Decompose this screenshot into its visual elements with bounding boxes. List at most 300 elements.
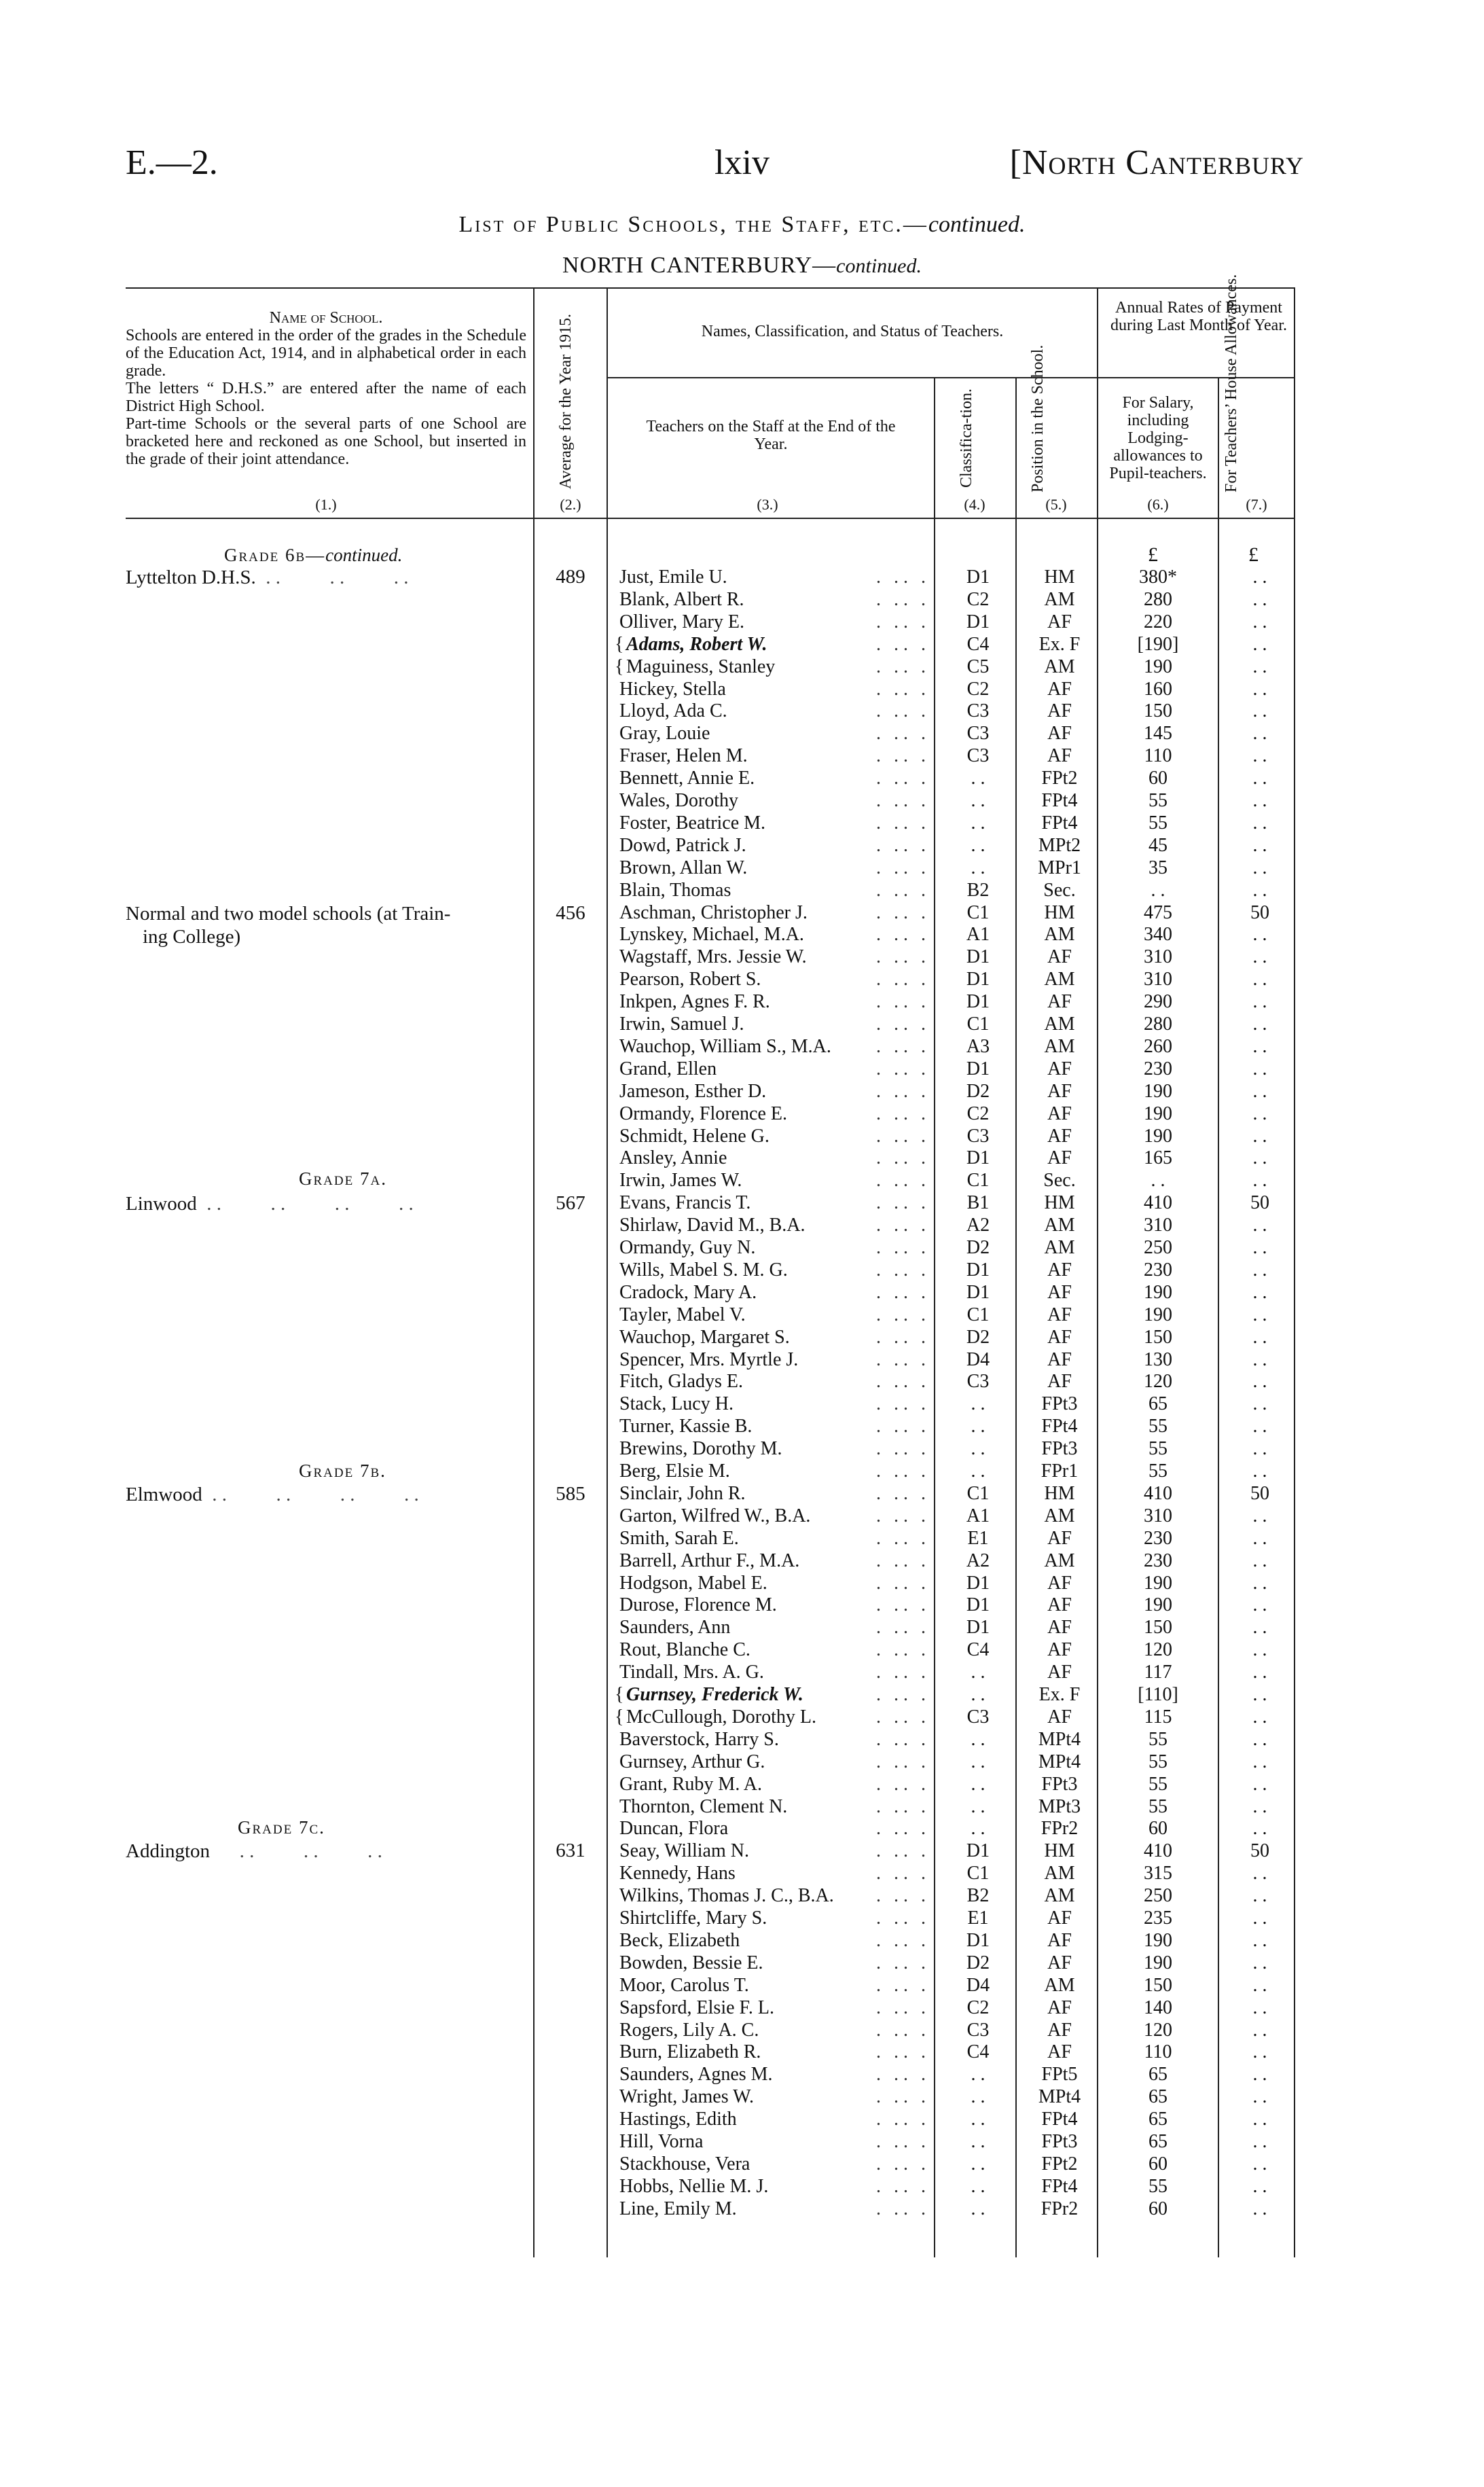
leader-dots: . .	[876, 1147, 903, 1168]
teacher-name: Wills, Mabel S. M. G.	[619, 1259, 788, 1281]
leader-dots: . .	[876, 1058, 903, 1079]
leader-dots: . .	[903, 1885, 930, 1906]
leader-dots: . .	[903, 2131, 930, 2152]
position: AF	[1047, 1103, 1072, 1124]
school-linwood: Linwood . . . . . . . .	[126, 1193, 414, 1215]
teacher-name: Hodgson, Mabel E.	[619, 1573, 767, 1594]
leader-dots: . .	[876, 1170, 903, 1191]
leader-dots: . .	[903, 589, 930, 610]
classification: D2	[966, 1237, 990, 1258]
position: FPt4	[1041, 790, 1078, 811]
salary: 150	[1144, 700, 1172, 721]
salary: 315	[1144, 1863, 1172, 1884]
salary: 65	[1148, 2086, 1168, 2107]
house-allowance: . .	[1252, 1729, 1267, 1750]
salary: 55	[1148, 1438, 1168, 1459]
house-allowance: . .	[1252, 1058, 1267, 1079]
header-mid-rule-col3	[608, 377, 1097, 378]
currency-salary: £	[1148, 543, 1158, 566]
leader-dots: . .	[903, 1416, 930, 1437]
position: AM	[1044, 1863, 1075, 1884]
leader-dots: . .	[876, 1706, 903, 1728]
table-row	[0, 1751, 1484, 1773]
house-allowance: . .	[1252, 1170, 1267, 1191]
teacher-name: Olliver, Mary E.	[619, 611, 744, 632]
leader-dots: . .	[903, 768, 930, 789]
house-allowance: . .	[1252, 2109, 1267, 2130]
leader-dots: . .	[876, 2109, 903, 2130]
leader-dots: . .	[903, 1192, 930, 1213]
leader-dots: . .	[876, 1282, 903, 1303]
leader-dots: . .	[903, 1282, 930, 1303]
leader-dots: . .	[876, 1662, 903, 1683]
classification: C5	[966, 656, 990, 677]
position: FPt4	[1041, 2176, 1078, 2197]
salary: 65	[1148, 2131, 1168, 2152]
teacher-name: Gray, Louie	[619, 723, 710, 744]
salary: 340	[1144, 924, 1172, 945]
leader-dots: . .	[903, 1058, 930, 1079]
table-row	[0, 1370, 1484, 1393]
house-allowance: . .	[1252, 723, 1267, 744]
table-row	[0, 1259, 1484, 1281]
leader-dots: . .	[876, 1036, 903, 1057]
position: AF	[1047, 2041, 1072, 2062]
salary: 250	[1144, 1885, 1172, 1906]
position: AF	[1047, 2020, 1072, 2041]
leader-dots: . .	[876, 1505, 903, 1526]
leader-dots: . .	[903, 1259, 930, 1281]
position: FPt3	[1041, 1393, 1078, 1414]
leader-dots: . .	[876, 1818, 903, 1839]
teacher-name: Irwin, Samuel J.	[619, 1014, 744, 1035]
salary: 55	[1148, 1751, 1168, 1772]
position: FPt2	[1041, 768, 1078, 789]
leader-dots: . .	[876, 1393, 903, 1414]
position: Sec.	[1043, 880, 1076, 901]
leader-dots: . .	[876, 1327, 903, 1348]
position: MPr1	[1038, 857, 1081, 878]
table-row	[0, 611, 1484, 633]
house-allowance: . .	[1252, 1282, 1267, 1303]
leader-dots: . .	[876, 611, 903, 632]
house-allowance: . .	[1252, 1930, 1267, 1951]
leader-dots: . .	[903, 1908, 930, 1929]
salary: 230	[1144, 1528, 1172, 1549]
leader-dots: . .	[876, 2198, 903, 2219]
leader-dots: . .	[903, 1371, 930, 1392]
classification: . .	[971, 1684, 985, 1705]
col4-number: (4.)	[964, 496, 985, 513]
salary: 310	[1144, 946, 1172, 967]
teacher-name: Aschman, Christopher J.	[619, 902, 808, 923]
table-row	[0, 968, 1484, 990]
table-row	[0, 722, 1484, 745]
position: FPt2	[1041, 2153, 1078, 2175]
house-allowance: . .	[1252, 969, 1267, 990]
leader-dots: . .	[903, 1840, 930, 1861]
salary: 150	[1144, 1327, 1172, 1348]
bracket-mark: {	[615, 656, 624, 677]
classification: . .	[971, 790, 985, 811]
table-row	[0, 1616, 1484, 1639]
salary: 150	[1144, 1617, 1172, 1638]
leader-dots: . .	[903, 1103, 930, 1124]
leader-dots: . .	[876, 835, 903, 856]
table-row	[0, 1192, 1484, 1214]
teacher-name: Jameson, Esther D.	[619, 1081, 767, 1102]
teacher-name: Grand, Ellen	[619, 1058, 717, 1079]
table-row	[0, 1639, 1484, 1661]
school-addington: Addington . . . . . .	[126, 1840, 382, 1862]
classification: C1	[966, 1863, 990, 1884]
position: AF	[1047, 1349, 1072, 1370]
salary: 280	[1144, 589, 1172, 610]
teacher-name: Maguiness, Stanley	[626, 656, 776, 677]
leader-dots: . .	[876, 2176, 903, 2197]
position: AF	[1047, 1147, 1072, 1168]
classification: A2	[966, 1550, 990, 1571]
house-allowance: . .	[1252, 567, 1267, 588]
leader-dots: . .	[903, 1662, 930, 1683]
teacher-name: Hickey, Stella	[619, 679, 726, 700]
classification: . .	[971, 1393, 985, 1414]
table-row	[0, 946, 1484, 968]
leader-dots: . .	[903, 2041, 930, 2062]
teacher-name: Spencer, Mrs. Myrtle J.	[619, 1349, 799, 1370]
salary: 230	[1144, 1550, 1172, 1571]
position: AF	[1047, 1952, 1072, 1973]
house-allowance: . .	[1252, 700, 1267, 721]
position: AM	[1044, 1237, 1075, 1258]
table-row	[0, 700, 1484, 722]
leader-dots: . .	[876, 1416, 903, 1437]
salary: 190	[1144, 1103, 1172, 1124]
leader-dots: . .	[876, 1438, 903, 1459]
teacher-name: Blain, Thomas	[619, 880, 731, 901]
col6-header: For Salary, including Lodging-allowances to Pupil-teachers.	[1109, 394, 1207, 482]
teacher-name: Ansley, Annie	[619, 1147, 727, 1168]
leader-dots: . .	[876, 1617, 903, 1638]
house-allowance: 50	[1250, 1192, 1269, 1213]
position: AF	[1047, 1081, 1072, 1102]
table-row	[0, 1326, 1484, 1348]
classification: D1	[966, 1573, 990, 1594]
leader-dots: . .	[903, 902, 930, 923]
table-row	[0, 923, 1484, 946]
leader-dots: . .	[876, 880, 903, 901]
salary: 110	[1144, 2041, 1172, 2062]
average-elmwood: 585	[556, 1483, 585, 1505]
table-row	[0, 1594, 1484, 1616]
salary: 65	[1148, 1393, 1168, 1414]
leader-dots: . .	[876, 790, 903, 811]
house-allowance: . .	[1252, 1863, 1267, 1884]
table-row	[0, 1103, 1484, 1125]
teacher-name: Stack, Lucy H.	[619, 1393, 734, 1414]
leader-dots: . .	[903, 1528, 930, 1549]
teacher-name: Tayler, Mabel V.	[619, 1304, 746, 1325]
table-row	[0, 2019, 1484, 2041]
col1-header: Name of School. Schools are entered in the order of the grades in the Schedule of the Education Act, 1914, and in alphabetical order in each grade. The letters “ D.H.S.” are entered after the name of each District High School. Part-time Schools or the several parts of one School are bracketed here and reckoned as one School, but inserted in the grade of their joint attendance.	[126, 309, 526, 468]
house-allowance: . .	[1252, 1438, 1267, 1459]
house-allowance: . .	[1252, 1416, 1267, 1437]
leader-dots: . .	[903, 700, 930, 721]
leader-dots: . .	[876, 812, 903, 834]
house-allowance: . .	[1252, 812, 1267, 834]
classification: . .	[971, 2109, 985, 2130]
leader-dots: . .	[876, 1885, 903, 1906]
teacher-name: Just, Emile U.	[619, 567, 727, 588]
classification: C3	[966, 1371, 990, 1392]
position: AF	[1047, 1327, 1072, 1348]
grade-7b-heading: Grade 7b.	[299, 1461, 386, 1481]
leader-dots: . .	[876, 1550, 903, 1571]
position: AM	[1044, 1014, 1075, 1035]
position: AF	[1047, 1639, 1072, 1660]
position: MPt4	[1038, 1751, 1081, 1772]
classification: C3	[966, 1706, 990, 1728]
house-allowance: . .	[1252, 924, 1267, 945]
house-allowance: . .	[1252, 835, 1267, 856]
leader-dots: . .	[903, 835, 930, 856]
leader-dots: . .	[876, 1751, 903, 1772]
position: AF	[1047, 1282, 1072, 1303]
house-allowance: . .	[1252, 1639, 1267, 1660]
teacher-name: Barrell, Arthur F., M.A.	[619, 1550, 800, 1571]
house-allowance: 50	[1250, 1483, 1269, 1504]
leader-dots: . .	[903, 1349, 930, 1370]
position: AF	[1047, 700, 1072, 721]
house-allowance: . .	[1252, 1550, 1267, 1571]
classification: C3	[966, 745, 990, 766]
leader-dots: . .	[903, 1952, 930, 1973]
salary: 55	[1148, 2176, 1168, 2197]
house-allowance: . .	[1252, 1327, 1267, 1348]
salary: 120	[1144, 1639, 1172, 1660]
classification: A1	[966, 924, 990, 945]
salary: 310	[1144, 1215, 1172, 1236]
leader-dots: . .	[876, 2153, 903, 2175]
position: AM	[1044, 1036, 1075, 1057]
salary: 380*	[1139, 567, 1177, 588]
leader-dots: . .	[903, 1594, 930, 1615]
salary: 55	[1148, 790, 1168, 811]
leader-dots: . .	[903, 679, 930, 700]
classification: D1	[966, 969, 990, 990]
teacher-name: Bennett, Annie E.	[619, 768, 755, 789]
house-allowance: . .	[1252, 1014, 1267, 1035]
salary: . .	[1151, 1170, 1165, 1191]
classification: E1	[967, 1528, 989, 1549]
teacher-name: Fraser, Helen M.	[619, 745, 748, 766]
classification: . .	[971, 2198, 985, 2219]
leader-dots: . .	[903, 2086, 930, 2107]
house-allowance: . .	[1252, 2064, 1267, 2085]
teacher-name: Hobbs, Nellie M. J.	[619, 2176, 769, 2197]
teacher-name: Foster, Beatrice M.	[619, 812, 766, 834]
teacher-name: McCullough, Dorothy L.	[626, 1706, 816, 1728]
leader-dots: . .	[903, 924, 930, 945]
classification: C2	[966, 1103, 990, 1124]
position: FPt3	[1041, 1438, 1078, 1459]
classification: . .	[971, 1416, 985, 1437]
house-allowance: . .	[1252, 1393, 1267, 1414]
house-allowance: . .	[1252, 1215, 1267, 1236]
position: AF	[1047, 1594, 1072, 1615]
table-row	[0, 857, 1484, 879]
table-row	[0, 789, 1484, 812]
position: FPt4	[1041, 1416, 1078, 1437]
leader-dots: . .	[876, 969, 903, 990]
table-row	[0, 812, 1484, 834]
salary: 190	[1144, 1304, 1172, 1325]
leader-dots: . .	[903, 1818, 930, 1839]
position: HM	[1044, 1192, 1075, 1213]
classification: . .	[971, 1818, 985, 1839]
leader-dots: . .	[876, 1371, 903, 1392]
classification: D4	[966, 1975, 990, 1996]
position: AF	[1047, 1371, 1072, 1392]
table-row	[0, 2130, 1484, 2153]
position: HM	[1044, 1840, 1075, 1861]
col3-header: Teachers on the Staff at the End of the Year.	[646, 418, 896, 453]
salary: 60	[1148, 2153, 1168, 2175]
classification: C1	[966, 1170, 990, 1191]
leader-dots: . .	[876, 1774, 903, 1795]
table-row	[0, 2198, 1484, 2220]
classification: . .	[971, 1438, 985, 1459]
classification: B2	[966, 880, 990, 901]
leader-dots: . .	[903, 1304, 930, 1325]
salary: 410	[1144, 1483, 1172, 1504]
header-top-rule	[126, 287, 1294, 289]
leader-dots: . .	[876, 1259, 903, 1281]
salary: 230	[1144, 1259, 1172, 1281]
table-row	[0, 1572, 1484, 1594]
position: AF	[1047, 946, 1072, 967]
classification: D4	[966, 1349, 990, 1370]
leader-dots: . .	[903, 1774, 930, 1795]
table-row	[0, 901, 1484, 924]
salary: 65	[1148, 2064, 1168, 2085]
house-allowance: . .	[1252, 1706, 1267, 1728]
table-row	[0, 633, 1484, 656]
position: AF	[1047, 679, 1072, 700]
house-allowance: . .	[1252, 1796, 1267, 1817]
col3-main-header: Names, Classification, and Status of Teachers.	[701, 323, 1004, 340]
house-allowance: . .	[1252, 2131, 1267, 2152]
leader-dots: . .	[903, 1461, 930, 1482]
salary: 190	[1144, 1930, 1172, 1951]
leader-dots: . .	[876, 1483, 903, 1504]
table-row	[0, 1997, 1484, 2019]
leader-dots: . .	[876, 1639, 903, 1660]
table-row	[0, 1080, 1484, 1103]
leader-dots: . .	[876, 2020, 903, 2041]
house-allowance: . .	[1252, 1975, 1267, 1996]
salary: 310	[1144, 1505, 1172, 1526]
table-row	[0, 2108, 1484, 2130]
leader-dots: . .	[876, 656, 903, 677]
leader-dots: . .	[903, 1684, 930, 1705]
salary: 60	[1148, 768, 1168, 789]
classification: . .	[971, 768, 985, 789]
teacher-name: Ormandy, Florence E.	[619, 1103, 787, 1124]
table-row	[0, 767, 1484, 789]
position: FPr2	[1040, 2198, 1079, 2219]
classification: E1	[967, 1908, 989, 1929]
house-allowance: 50	[1250, 1840, 1269, 1861]
leader-dots: . .	[876, 1908, 903, 1929]
classification: C3	[966, 723, 990, 744]
classification: . .	[971, 2153, 985, 2175]
position: HM	[1044, 902, 1075, 923]
col3-number: (3.)	[757, 496, 778, 513]
leader-dots: . .	[903, 1997, 930, 2018]
house-allowance: . .	[1252, 946, 1267, 967]
house-allowance: . .	[1252, 1997, 1267, 2018]
salary: 130	[1144, 1349, 1172, 1370]
leader-dots: . .	[876, 902, 903, 923]
salary: 310	[1144, 969, 1172, 990]
leader-dots: . .	[903, 880, 930, 901]
teacher-name: Hastings, Edith	[619, 2109, 737, 2130]
leader-dots: . .	[903, 1081, 930, 1102]
house-allowance: . .	[1252, 1237, 1267, 1258]
table-row	[0, 1929, 1484, 1952]
section-heading: [North Canterbury	[1009, 143, 1304, 182]
classification: . .	[971, 1796, 985, 1817]
house-allowance: . .	[1252, 880, 1267, 901]
position: AF	[1047, 1617, 1072, 1638]
table-row	[0, 745, 1484, 767]
position: AM	[1044, 1505, 1075, 1526]
leader-dots: . .	[876, 857, 903, 878]
table-row	[0, 1393, 1484, 1415]
leader-dots: . .	[903, 1796, 930, 1817]
salary: 120	[1144, 2020, 1172, 2041]
salary: 150	[1144, 1975, 1172, 1996]
teacher-name: Hill, Vorna	[619, 2131, 704, 2152]
classification: . .	[971, 2131, 985, 2152]
page-reference: E.—2.	[126, 143, 218, 182]
position: AM	[1044, 1885, 1075, 1906]
table-row	[0, 1281, 1484, 1304]
teacher-name: Inkpen, Agnes F. R.	[619, 991, 770, 1012]
leader-dots: . .	[876, 1930, 903, 1951]
leader-dots: . .	[876, 1103, 903, 1124]
teacher-name: Dowd, Patrick J.	[619, 835, 746, 856]
leader-dots: . .	[876, 946, 903, 967]
table-subtitle: NORTH CANTERBURY—continued.	[562, 253, 922, 278]
classification: B2	[966, 1885, 990, 1906]
position: AF	[1047, 1259, 1072, 1281]
teacher-name: Grant, Ruby M. A.	[619, 1774, 762, 1795]
leader-dots: . .	[903, 745, 930, 766]
salary: 410	[1144, 1192, 1172, 1213]
position: AF	[1047, 1930, 1072, 1951]
teacher-name: Berg, Elsie M.	[619, 1461, 730, 1482]
table-row	[0, 1013, 1484, 1035]
classification: D1	[966, 991, 990, 1012]
header-bottom-rule	[126, 518, 1294, 519]
leader-dots: . .	[903, 1170, 930, 1191]
salary: 55	[1148, 1729, 1168, 1750]
leader-dots: . .	[903, 634, 930, 655]
leader-dots: . .	[903, 656, 930, 677]
classification: C2	[966, 1997, 990, 2018]
